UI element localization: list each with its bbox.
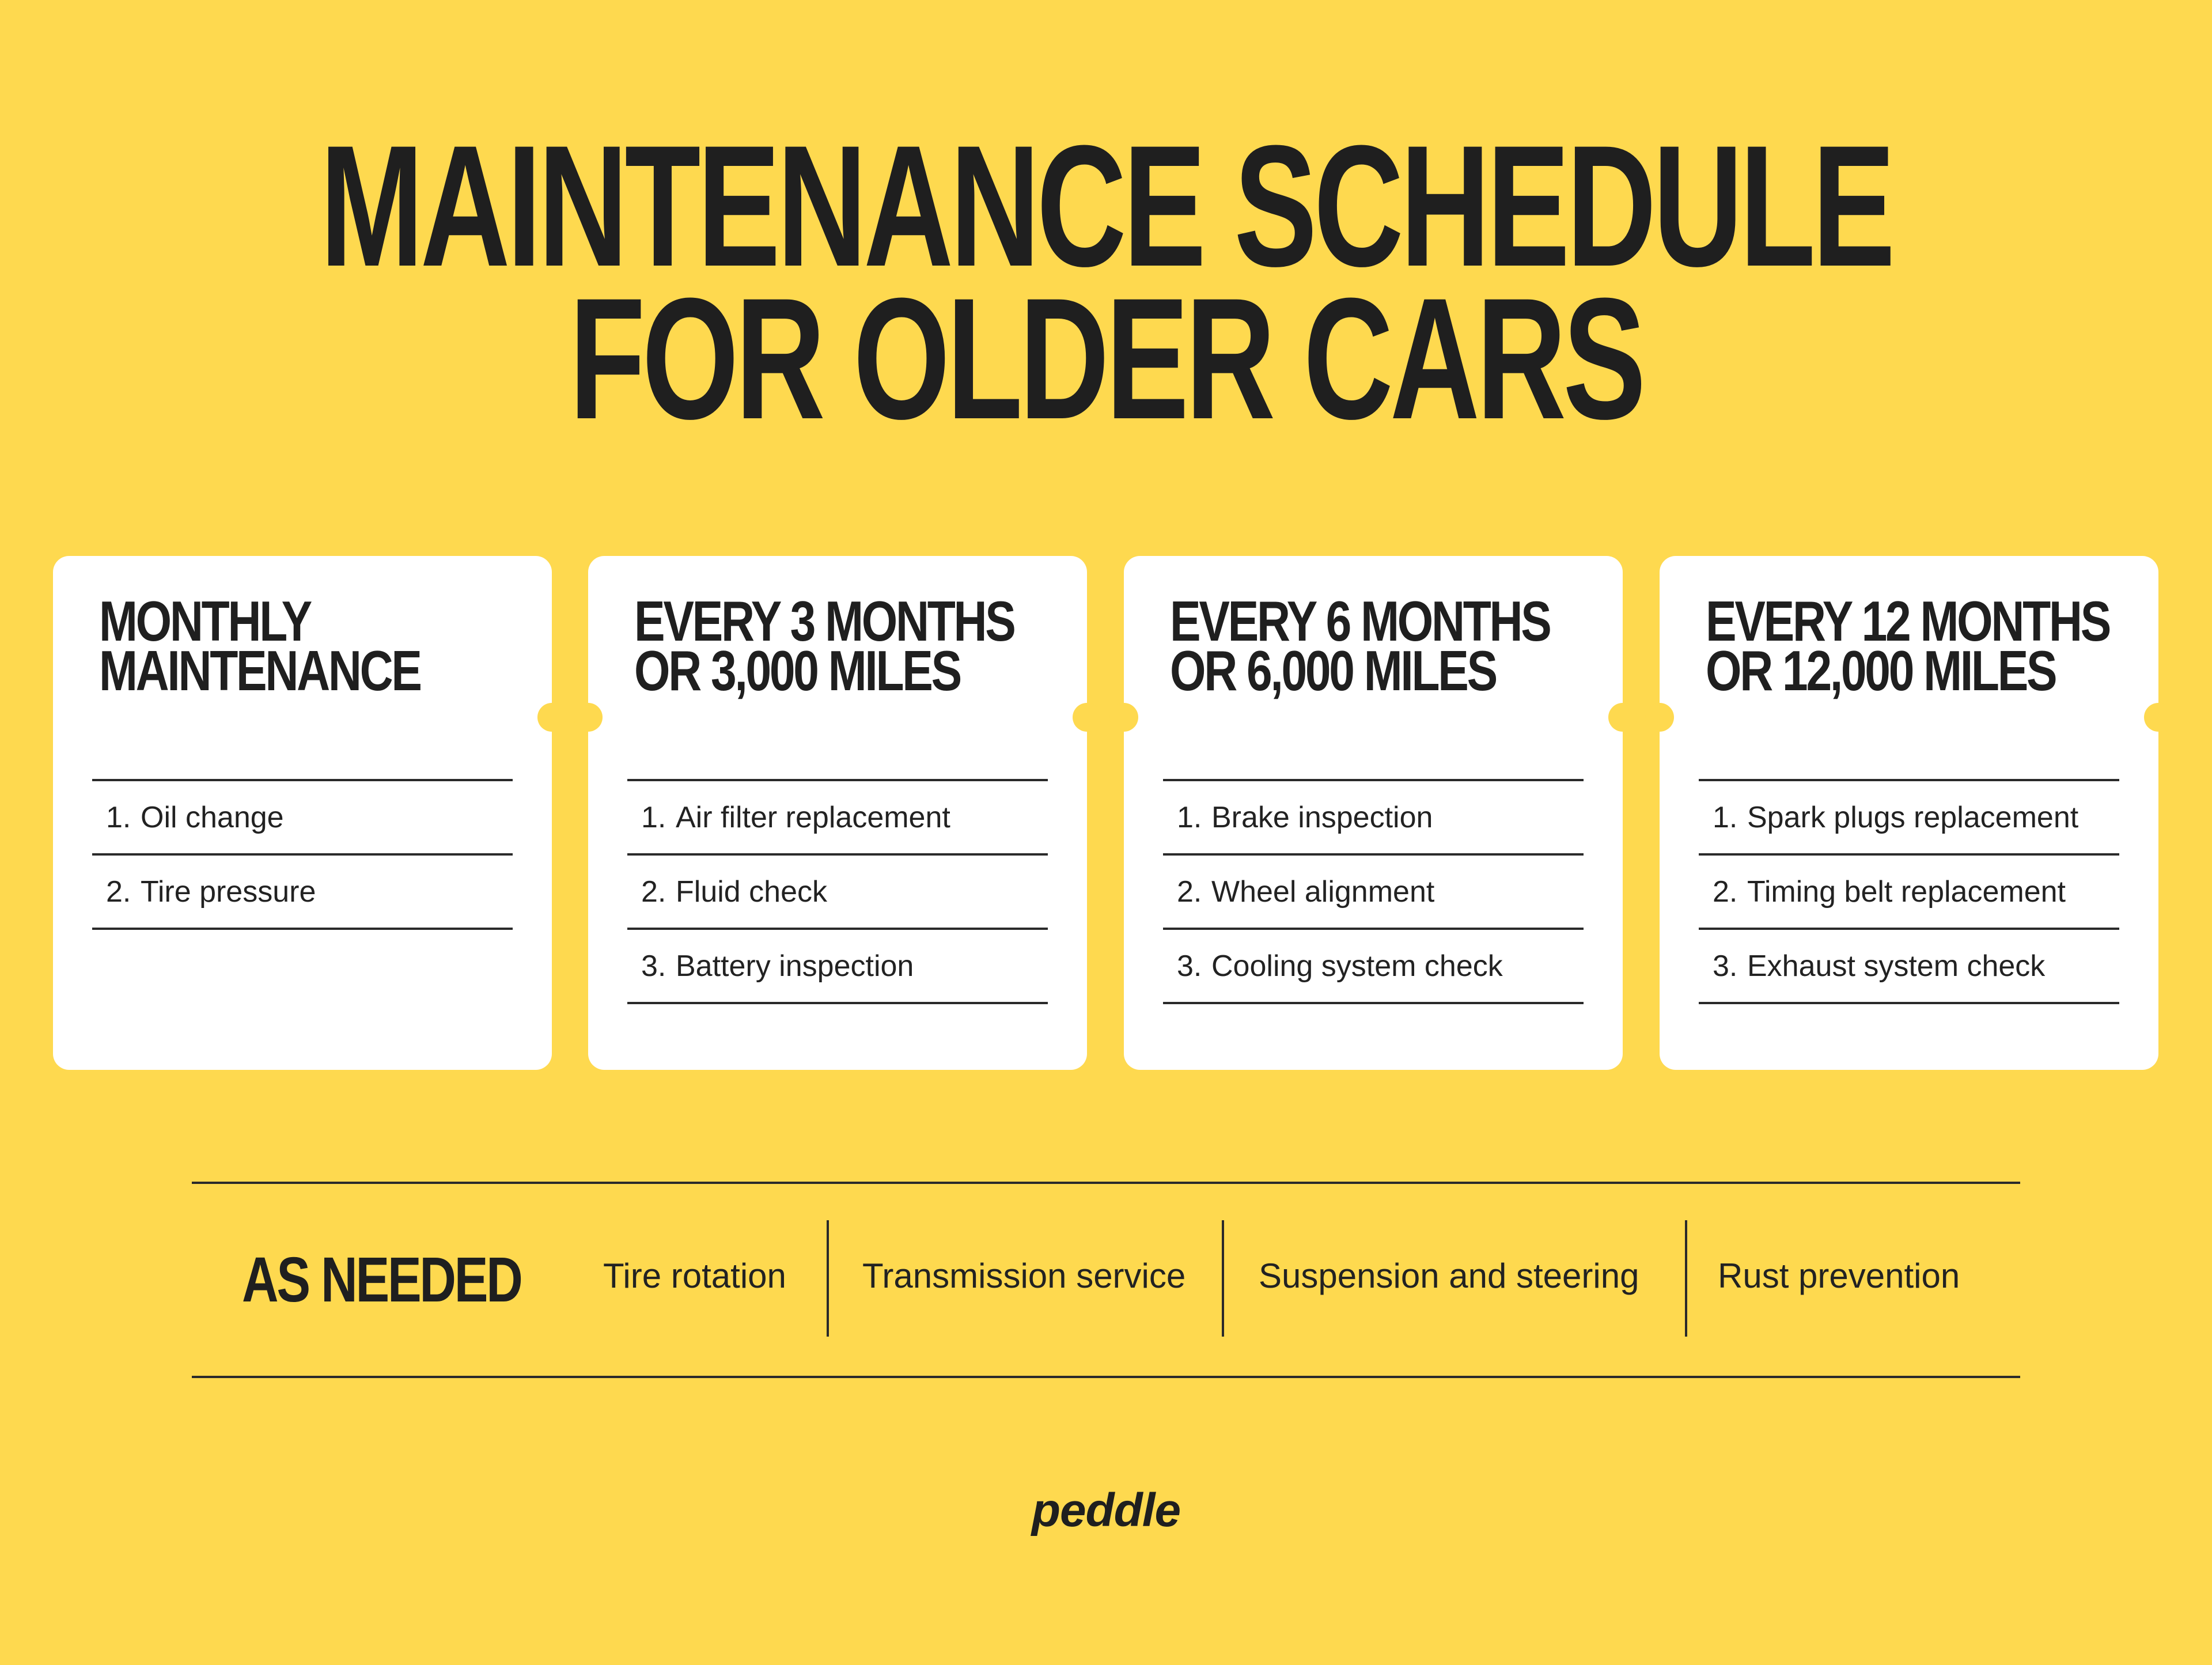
list-item: [627, 781, 1048, 856]
separator: [1222, 1220, 1224, 1337]
title-line-2: FOR OLDER CARS: [569, 262, 1643, 455]
list-item: [1699, 781, 2119, 856]
card-notch: [1073, 703, 1101, 732]
item-label: Fluid check: [676, 875, 827, 909]
card-notch: [574, 703, 603, 732]
item-label: Air filter replacement: [676, 800, 950, 834]
card-12-months: [1660, 556, 2158, 1070]
list-item: [1163, 930, 1584, 1004]
list-item: [92, 856, 513, 930]
card-heading-line-2: MAINTENANCE: [99, 639, 421, 702]
separator: [827, 1220, 829, 1337]
card-monthly: [53, 556, 552, 1070]
card-heading: [1706, 589, 2110, 702]
peddle-logo: peddle: [1031, 1484, 1181, 1537]
card-notch: [1608, 703, 1637, 732]
task-list: [627, 779, 1048, 1004]
task-list: [92, 779, 513, 930]
title-line-1: MAINTENANCE SCHEDULE: [320, 109, 1892, 302]
item-number: 3.: [641, 949, 666, 983]
card-heading: [99, 589, 477, 702]
card-heading: [1170, 589, 1550, 702]
item-label: Spark plugs replacement: [1747, 800, 2079, 834]
item-number: 3.: [1177, 949, 1202, 983]
task-list: [1163, 779, 1584, 1004]
list-item: [1699, 856, 2119, 930]
list-item: [1699, 930, 2119, 1004]
list-item: [627, 930, 1048, 1004]
divider-top: [192, 1182, 2020, 1184]
list-item: [1163, 781, 1584, 856]
list-item: [627, 856, 1048, 930]
as-needed-item: Tire rotation: [603, 1257, 786, 1295]
item-number: 2.: [106, 875, 131, 909]
as-needed-item: Transmission service: [862, 1257, 1186, 1295]
as-needed-item: Rust prevention: [1718, 1257, 1960, 1295]
card-6-months: [1124, 556, 1623, 1070]
item-number: 1.: [1177, 800, 1202, 834]
card-notch: [537, 703, 566, 732]
card-notch: [1645, 703, 1674, 732]
card-heading-line-1: MONTHLY: [99, 589, 310, 653]
divider-bottom: [192, 1376, 2020, 1378]
item-number: 1.: [641, 800, 666, 834]
list-item: [1163, 856, 1584, 930]
item-label: Timing belt replacement: [1747, 875, 2066, 909]
item-label: Tire pressure: [141, 875, 316, 909]
page-title: [310, 109, 1903, 455]
card-notch: [2144, 703, 2173, 732]
card-heading-line-1: EVERY 6 MONTHS: [1170, 589, 1550, 653]
item-label: Cooling system check: [1211, 949, 1503, 983]
as-needed-label: AS NEEDED: [242, 1244, 521, 1315]
card-heading-line-1: EVERY 3 MONTHS: [634, 589, 1014, 653]
card-notch: [1109, 703, 1138, 732]
item-number: 2.: [1177, 875, 1202, 909]
list-item: [92, 781, 513, 856]
card-heading-line-2: OR 12,000 MILES: [1706, 639, 2056, 702]
item-number: 2.: [1713, 875, 1738, 909]
item-label: Battery inspection: [676, 949, 914, 983]
card-heading-line-2: OR 6,000 MILES: [1170, 639, 1496, 702]
card-heading-line-1: EVERY 12 MONTHS: [1706, 589, 2110, 653]
item-label: Brake inspection: [1211, 800, 1433, 834]
item-label: Exhaust system check: [1747, 949, 2046, 983]
task-list: [1699, 779, 2119, 1004]
item-label: Wheel alignment: [1211, 875, 1435, 909]
card-heading-line-2: OR 3,000 MILES: [634, 639, 960, 702]
item-number: 1.: [1713, 800, 1738, 834]
as-needed-item: Suspension and steering: [1259, 1257, 1639, 1295]
separator: [1685, 1220, 1687, 1337]
card-3-months: [588, 556, 1087, 1070]
item-number: 2.: [641, 875, 666, 909]
item-number: 3.: [1713, 949, 1738, 983]
item-label: Oil change: [141, 800, 284, 834]
card-heading: [634, 589, 1014, 702]
item-number: 1.: [106, 800, 131, 834]
